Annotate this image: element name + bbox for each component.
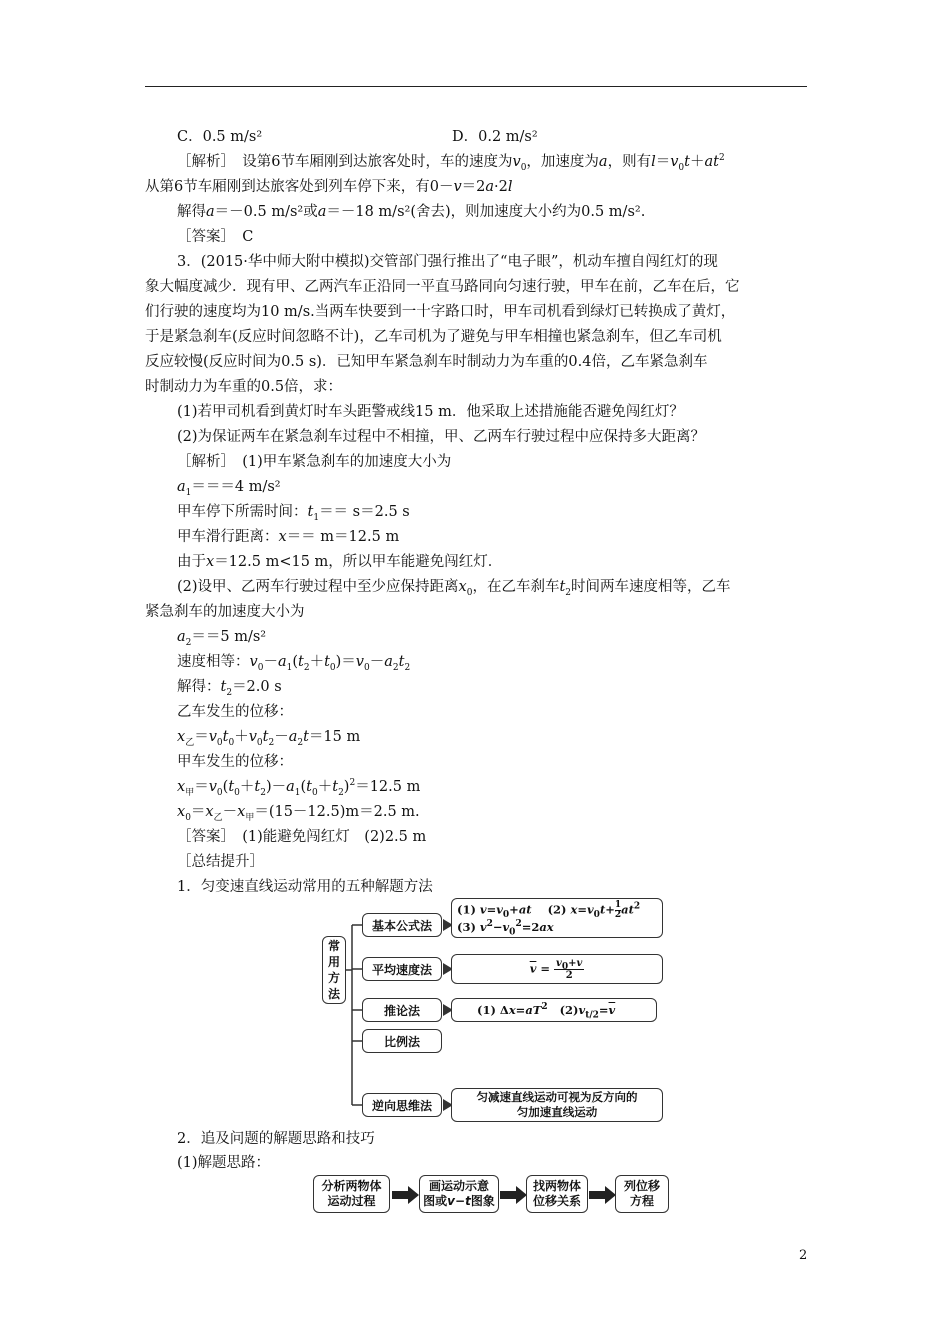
problem3-line-5: 反应较慢(反应时间为0.5 s)．已知甲车紧急刹车时制动力为车重的0.4倍，乙车紧急刹车: [145, 354, 708, 370]
method-reverse: 逆向思维法: [362, 1093, 442, 1117]
answer-2: ［答案］ (1)能避免闯红灯 (2)2.5 m: [177, 829, 427, 845]
solution-9: 速度相等：$v_0-a_1(t_2+t_0)=v_0-a_2t_2$: [177, 654, 411, 673]
analysis-line-3: 解得a＝－0.5 m/s²或a＝－18 m/s²(舍去)，则加速度大小约为0.5 m/s².: [177, 204, 646, 220]
flow-step-2: 画运动示意 图或v−t图象: [419, 1175, 499, 1213]
solution-14: $x_甲=v_0(t_0+t_2)-a_1(t_0+t_2)^2=12.5$ m: [177, 778, 421, 798]
solution-7: 紧急刹车的加速度大小为: [145, 604, 305, 620]
problem3-line-4: 于是紧急刹车(反应时间忽略不计)，乙车司机为了避免与甲车相撞也紧急刹车，但乙车司机: [145, 329, 722, 345]
method-inference: 推论法: [362, 998, 442, 1022]
method-basic-formula: 基本公式法: [362, 913, 442, 937]
solution-3: 甲车停下所需时间：$t_1== s=2.5$ s: [177, 504, 410, 523]
solution-5: 由于x＝12.5 m<15 m，所以甲车能避免闯红灯．: [177, 554, 503, 570]
summary-heading: ［总结提升］: [177, 854, 264, 870]
flow-step-1: 分析两物体 运动过程: [313, 1175, 390, 1213]
solution-15: $x_0=x_乙-x_甲=(15-12.5)m=2.5$ m.: [177, 804, 420, 823]
answer-1: ［答案］ C: [177, 229, 254, 245]
heading-2: 2．追及问题的解题思路和技巧: [177, 1131, 375, 1147]
option-d: D．0.2 m/s²: [452, 129, 538, 145]
method-average-velocity: 平均速度法: [362, 957, 442, 981]
solution-13: 甲车发生的位移：: [177, 754, 293, 770]
formula-box-basic: (1) $v=v_0+at$ (2) $x=v_0t+$ $\frac{1}{2}$ $at^2$ (3) $v^2-v_0^2=2ax$: [451, 898, 663, 938]
solution-10: 解得：$t_2=2.0$ s: [177, 679, 282, 698]
flow-arrow-1: [392, 1186, 420, 1204]
question-2: (2)为保证两车在紧急刹车过程中不相撞，甲、乙两车行驶过程中应保持多大距离？: [177, 429, 706, 445]
flow-arrow-2: [500, 1186, 528, 1204]
solution-8: $a_2==5$ m/s²: [177, 629, 267, 648]
problem3-line-1: 3．(2015·华中师大附中模拟)交管部门强行推出了“电子眼”，机动车擅自闯红灯的现: [177, 254, 718, 270]
analysis-line-2: 从第6节车厢刚到达旅客处到列车停下来，有0－v＝2a·2l: [145, 179, 513, 195]
problem3-line-3: 们行驶的速度均为10 m/s.当两车快要到一十字路口时，甲车司机看到绿灯已转换成了黄灯，: [145, 304, 736, 320]
flow-step-3: 找两物体 位移关系: [526, 1175, 588, 1213]
heading-1: 1．匀变速直线运动常用的五种解题方法: [177, 879, 433, 895]
solution-1: ［解析］ (1)甲车紧急刹车的加速度大小为: [177, 454, 452, 470]
diagram-root: 常 用 方 法: [322, 936, 346, 1004]
problem3-line-6: 时制动力为车重的0.5倍，求：: [145, 379, 343, 395]
solution-11: 乙车发生的位移：: [177, 704, 293, 720]
solution-2: $a_1===4$ m/s²: [177, 479, 281, 498]
method-ratio: 比例法: [362, 1029, 442, 1053]
flow-arrow-3: [589, 1186, 617, 1204]
formula-box-average: $\overline{v}$ = $\frac{v_0+v}{2}$: [451, 954, 663, 984]
page-number: 2: [799, 1248, 808, 1263]
heading-3: (1)解题思路：: [177, 1155, 271, 1171]
solution-4: 甲车滑行距离：x＝＝ m＝12.5 m: [177, 529, 400, 545]
question-1: (1)若甲司机看到黄灯时车头距警戒线15 m．他采取上述措施能否避免闯红灯？: [177, 404, 684, 420]
analysis-line-1: ［解析］ 设第6节车厢刚到达旅客处时，车的速度为$v_0$，加速度为a，则有$l=v_0t+at^2$: [177, 153, 725, 173]
formula-box-reverse: 匀减速直线运动可视为反方向的 匀加速直线运动: [451, 1088, 663, 1122]
formula-box-inference: (1) $\Delta x=aT^2$ $(2)v_{t/2}=\overline{v}$: [451, 998, 657, 1022]
problem3-line-2: 象大幅度减少．现有甲、乙两汽车正沿同一平直马路同向匀速行驶，甲车在前，乙车在后，它: [145, 279, 740, 295]
solution-6: (2)设甲、乙两车行驶过程中至少应保持距离$x_0$，在乙车刹车$t_2$时间两车速度相等，乙车: [177, 579, 731, 598]
flow-step-4: 列位移 方程: [615, 1175, 669, 1213]
solution-12: $x_乙=v_0t_0+v_0t_2-a_2t=15$ m: [177, 729, 361, 748]
option-c: C．0.5 m/s²: [177, 129, 263, 145]
